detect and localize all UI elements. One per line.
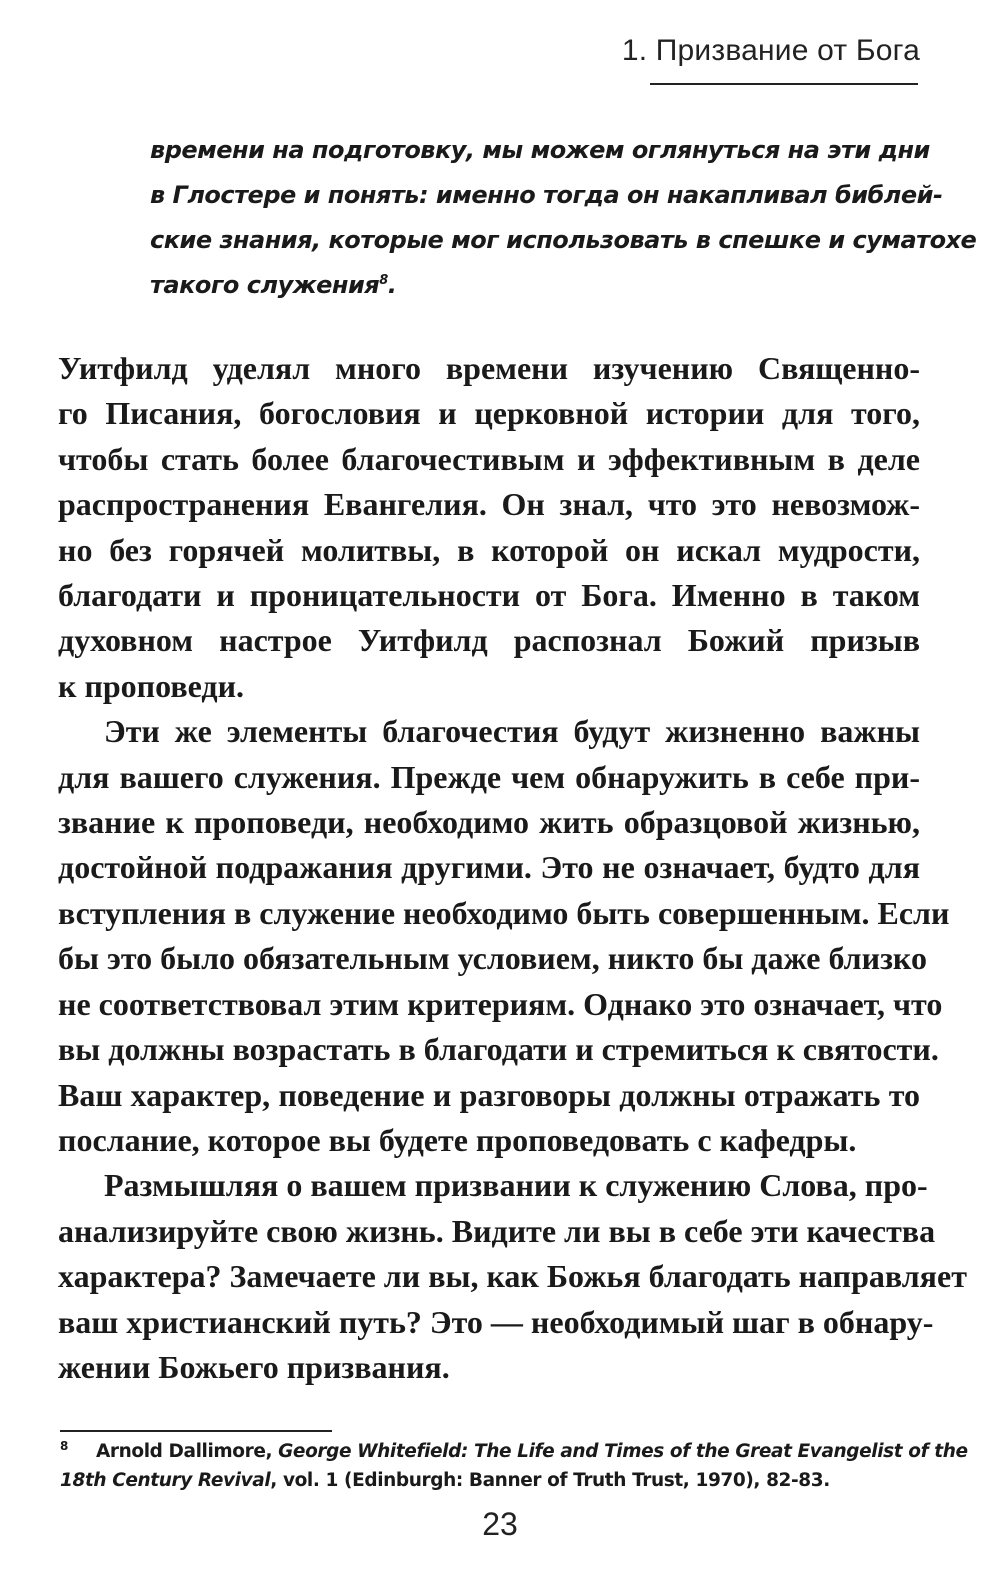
- text-line: вступления в служение необходимо быть совершенным. Если: [58, 894, 950, 931]
- text-line: Размышляя о вашем призвании к служению Слова, про-: [104, 1167, 928, 1204]
- text-line: анализируйте свою жизнь. Видите ли вы в себе эти качества: [58, 1212, 936, 1249]
- text-line: бы это было обязательным условием, никто бы даже близко: [58, 940, 927, 977]
- quote-line-text: такого служения: [150, 271, 380, 299]
- text-line: к проповеди.: [58, 667, 244, 704]
- text-line: достойной подражания другими. Это не означает, будто для: [58, 849, 920, 886]
- text-line: вы должны возрастать в благодати и стремиться к святости.: [58, 1031, 939, 1068]
- text-line: звание к проповеди, необходимо жить образцовой жизнью,: [58, 804, 920, 841]
- text-line: благодати и проницательности от Бога. Именно в таком: [58, 577, 920, 614]
- paragraph-2: [58, 709, 950, 1163]
- footnote-publication: , vol. 1 (Edinburgh: Banner of Truth Trust, 1970), 82-83.: [270, 1470, 830, 1491]
- quote-line: ские знания, которые мог использовать в спешке и суматохе: [150, 226, 977, 254]
- footnote-line-2: [60, 1466, 930, 1495]
- running-head: 1. Призвание от Бога: [621, 34, 920, 67]
- footnote-line-1: 8 Arnold Dallimore, George Whitefield: The Life and Times of the Great Evangelist of the: [60, 1438, 968, 1462]
- quote-line-last: [150, 263, 920, 308]
- header-rule: [650, 83, 918, 85]
- page-number: 23: [482, 1506, 518, 1542]
- text-line: Ваш характер, поведение и разговоры должны отражать то: [58, 1076, 920, 1113]
- text-line: духовном настрое Уитфилд распознал Божий призыв: [58, 622, 920, 659]
- text-line: чтобы стать более благочестивым и эффективным в деле: [58, 440, 920, 477]
- text-line: ваш христианский путь? Это — необходимый шаг в обнару-: [58, 1303, 934, 1340]
- paragraph-1: [58, 346, 920, 709]
- quote-end-punctuation: .: [387, 271, 397, 299]
- text-line: Уитфилд уделял много времени изучению Священно-: [58, 350, 920, 386]
- body-text: [58, 346, 967, 1390]
- text-line: го Писания, богословия и церковной истории для того,: [58, 395, 920, 432]
- text-line: не соответствовал этим критериям. Однако это означает, что: [58, 985, 943, 1022]
- footnote-title-cont: 18th Century Revival: [60, 1470, 271, 1491]
- footnote-reference[interactable]: 8: [379, 273, 388, 288]
- footnote: [60, 1437, 968, 1495]
- text-line: распространения Евангелия. Он знал, что это невозмож-: [58, 486, 920, 523]
- quote-line: времени на подготовку, мы можем оглянуться на эти дни: [150, 136, 930, 164]
- footnote-rule: [60, 1430, 332, 1432]
- footnote-title: George Whitefield: The Life and Times of the Great Evangelist of the: [278, 1441, 968, 1462]
- quote-line: в Глостере и понять: именно тогда он накапливал библей-: [150, 181, 943, 209]
- text-line: Эти же элементы благочестия будут жизненно важны: [104, 713, 920, 750]
- block-quote: [150, 128, 977, 308]
- text-line: характера? Замечаете ли вы, как Божья благодать направляет: [58, 1258, 967, 1295]
- footnote-author: Arnold Dallimore,: [96, 1441, 279, 1462]
- text-line: для вашего служения. Прежде чем обнаружить в себе при-: [58, 758, 920, 795]
- text-line: послание, которое вы будете проповедовать с кафедры.: [58, 1121, 857, 1158]
- text-line: жении Божьего призвания.: [58, 1348, 450, 1385]
- text-line: но без горячей молитвы, в которой он искал мудрости,: [58, 531, 920, 568]
- paragraph-3: [58, 1163, 967, 1390]
